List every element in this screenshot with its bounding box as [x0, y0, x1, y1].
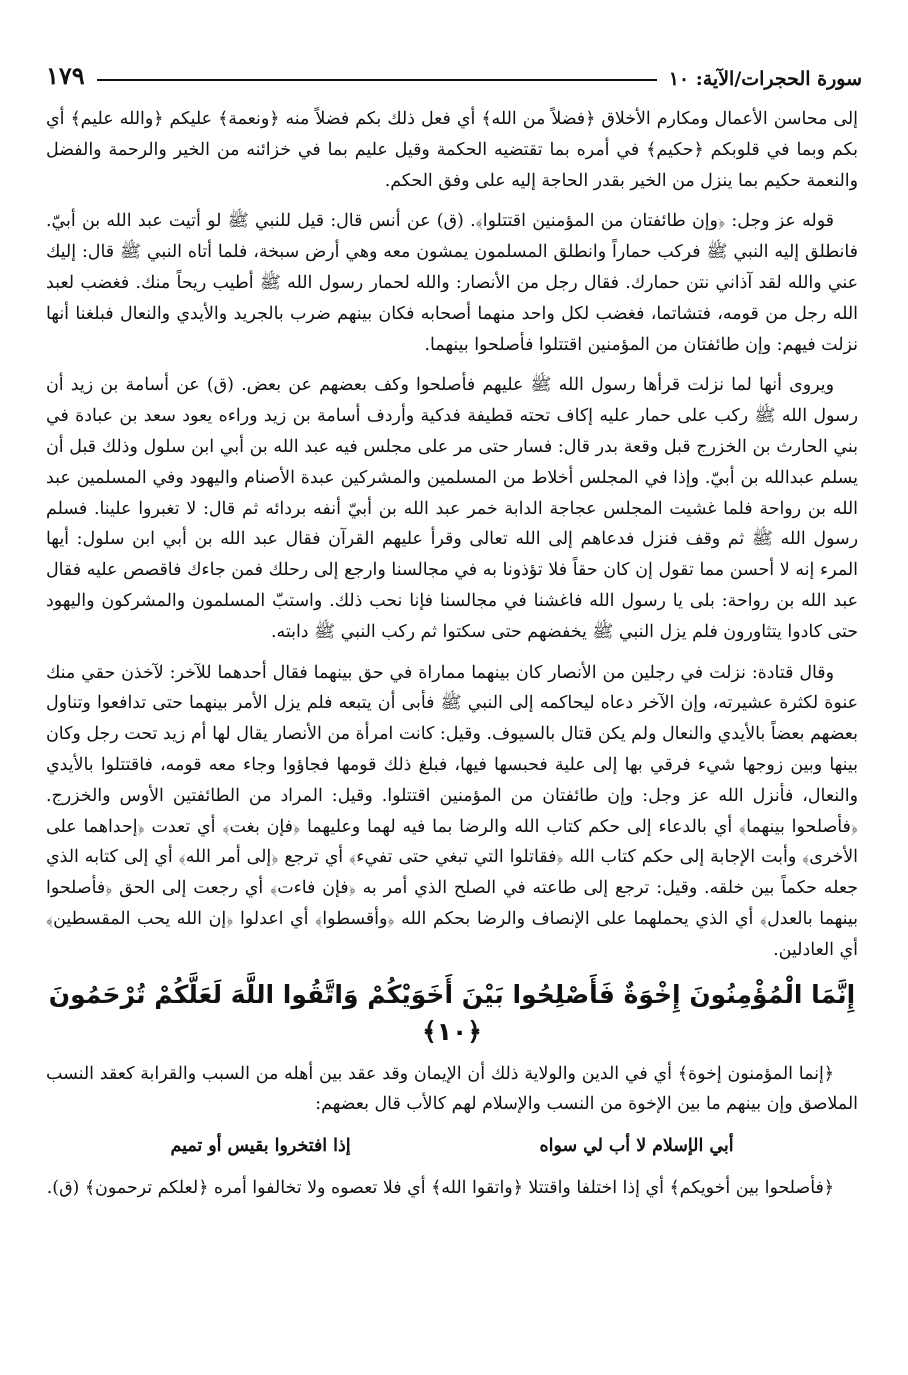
header-rule — [97, 79, 657, 81]
paragraph: ويروى أنها لما نزلت قرأها رسول الله ﷺ عليهم فأصلحوا وكف بعضهم عن بعض. (ق) عن أسامة بن زيد أن رسول الله ﷺ ركب على حمار عليه إكاف تحته قطيفة فدكية وأردف أسامة بن زيد وراءه يعود سعد بن عبادة في بني الحارث بن الخزرج قبل وقعة بدر قال: فسار حتى مر على مجلس فيه عبد الله بن أبي ابن سلول وذلك قبل أن يسلم عبدالله بن أبيّ. وإذا في المجلس أخلاط من المسلمين والمشركين عبدة الأصنام واليهود وفي المسلمين عبد الله بن رواحة فلما غشيت المجلس عجاجة الدابة خمر عبد الله بن أبيّ أنفه بردائه ثم قال: لا تغبروا علينا. فسلم رسول الله ﷺ ثم وقف فنزل فدعاهم إلى الله تعالى وقرأ عليهم القرآن فقال عبد الله بن أبي ابن سلول: أيها المرء إنه لا أحسن مما تقول إن كان حقاً فلا تؤذونا به في مجالسنا وارجع إلى رحلك فمن جاءك فاقصص عليه فقال عبد الله بن رواحة: بلى يا رسول الله فاغشنا في مجالسنا فإنا نحب ذلك. واستبّ المسلمون والمشركون واليهود حتى كادوا يتثاورون فلم يزل النبي ﷺ يخفضهم حتى سكتوا ثم ركب النبي ﷺ دابته. — [46, 375, 858, 642]
poem-hemistich-first: أبي الإسلام لا أب لي سواه — [539, 1136, 734, 1157]
paragraph: ﴿فأصلحوا بين أخويكم﴾ أي إذا اختلفا واقتتلا ﴿واتقوا الله﴾ أي فلا تعصوه ولا تخالفوا أمره ﴿لعلكم ترحمون﴾ (ق). — [46, 1178, 834, 1199]
surah-label: سورة الحجرات/الآية: ١٠ — [668, 68, 862, 90]
quran-verse: إِنَّمَا الْمُؤْمِنُونَ إِخْوَةٌ فَأَصْلِحُوا بَيْنَ أَخَوَيْكُمْ وَاتَّقُوا اللَّهَ لَعَلَّكُمْ تُرْحَمُونَ ﴿١٠﴾ — [48, 979, 856, 1047]
paragraph: ﴿إنما المؤمنون إخوة﴾ أي في الدين والولاية ذلك أن الإيمان وقد عقد بين أهله من السبب والقرابة كعقد النسب الملاصق وإن بينهم ما بين الإخوة من النسب والإسلام لهم كالأب قال بعضهم: — [46, 1063, 858, 1115]
paragraph: وقال قتادة: نزلت في رجلين من الأنصار كان بينهما مماراة في حق بينهما فقال أحدهما للآخر: لآخذن حقي منك عنوة لكثرة عشيرته، وإن الآخر دعاه ليحاكمه إلى النبي ﷺ فأبى أن يتبعه فلم يزل الأمر بينهما حتى تدافعوا وتناول بعضهم بعضاً بالأيدي والنعال ولم يكن قتال بالسيوف. وقيل: كانت امرأة من الأنصار يقال لها أم زيد تحت رجل وكان بينها وبين زوجها شيء فرقي بها إلى علية فحبسها فيها، فبلغ ذلك قومها فجاؤوا وجاء معه قومه، فاقتتلوا بالأيدي والنعال، فأنزل الله عز وجل: وإن طائفتان من المؤمنين اقتتلوا. وقيل: المراد من الطائفتين الأوس والخزرج. ﴿فأصلحوا بينهما﴾ أي بالدعاء إلى حكم كتاب الله والرضا بما فيه لهما وعليهما ﴿فإن بغت﴾ أي تعدت ﴿إحداهما على الأخرى﴾ وأبت الإجابة إلى حكم كتاب الله ﴿فقاتلوا التي تبغي حتى تفيء﴾ أي ترجع ﴿إلى أمر الله﴾ أي إلى كتابه الذي جعله حكماً بين خلقه. وقيل: ترجع إلى طاعته في الصلح الذي أمر به ﴿فإن فاءت﴾ أي رجعت إلى الحق ﴿فأصلحوا بينهما بالعدل﴾ أي الذي يحملهما على الإنصاف والرضا بحكم الله ﴿وأقسطوا﴾ أي اعدلوا ﴿إن الله يحب المقسطين﴾ أي العادلين. — [46, 662, 858, 960]
paragraph: إلى محاسن الأعمال ومكارم الأخلاق ﴿فضلاً من الله﴾ أي فعل ذلك بكم فضلاً منه ﴿ونعمة﴾ عليكم ﴿والله عليم﴾ أي بكم وبما في قلوبكم ﴿حكيم﴾ في أمره بما تقتضيه الحكمة وقيل عليم بما في خزائنه من الخير والرحمة والفضل والنعمة حكيم بما ينزل من الخير بقدر الحاجة إليه على وفق الحكم. — [46, 109, 858, 191]
paragraph: قوله عز وجل: ﴿وإن طائفتان من المؤمنين اقتتلوا﴾. (ق) عن أنس قال: قيل للنبي ﷺ لو أتيت عبد الله بن أبيّ. فانطلق إليه النبي ﷺ فركب حماراً وانطلق المسلمون يمشون معه وهي أرض سبخة، فلما أتاه النبي ﷺ قال: إليك عني والله لقد آذاني نتن حمارك. فقال رجل من الأنصار: والله لحمار رسول الله ﷺ أطيب ريحاً منك. فغضب لعبد الله رجل من قومه، فتشاتما، فغضب لكل واحد منهما أصحابه فكان بينهم ضرب بالجريد والأيدي والنعال فبلغنا أنها نزلت فيهم: وإن طائفتان من المؤمنين اقتتلوا فأصلحوا بينهما. — [46, 211, 858, 355]
poem-verse — [76, 1130, 828, 1163]
poem-hemistich-second: إذا افتخروا بقيس أو تميم — [170, 1136, 351, 1157]
page-header — [46, 56, 862, 90]
page-body — [46, 104, 858, 1214]
page-number: ١٧٩ — [46, 61, 85, 90]
